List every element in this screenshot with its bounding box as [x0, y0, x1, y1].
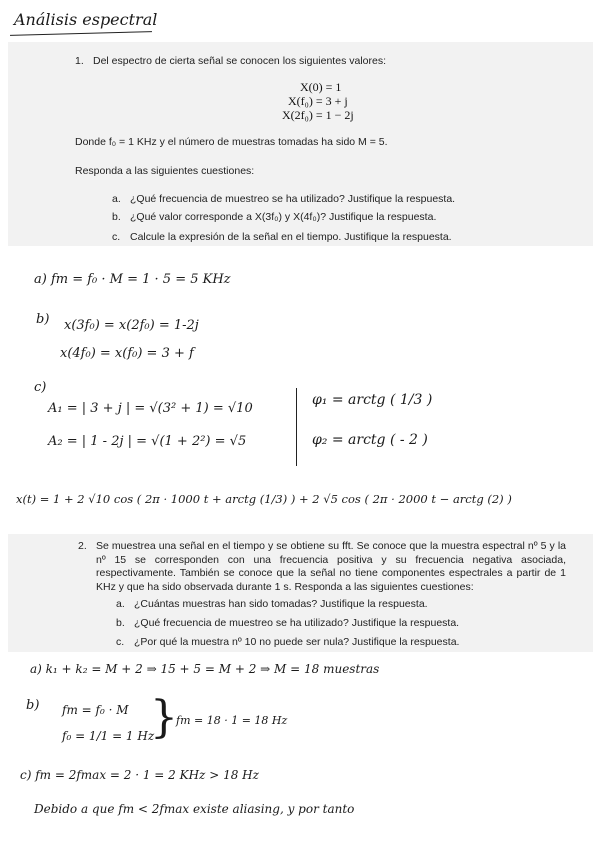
answer-1b-line1: x(3f₀) = x(2f₀) = 1-2j: [64, 318, 199, 333]
equation-x0: X(0) = 1: [300, 80, 342, 94]
answer-1b-line2: x(4f₀) = x(f₀) = 3 + f: [60, 346, 194, 361]
answer-1c-phi2: φ₂ = arctg ( - 2 ): [312, 432, 428, 448]
problem-2-number: 2.: [78, 540, 87, 552]
problem-1-prompt: Responda a las siguientes cuestiones:: [75, 165, 255, 177]
question-1c-text: Calcule la expresión de la señal en el tiempo. Justifique la respuesta.: [130, 231, 452, 243]
answer-2b-label: b): [26, 698, 40, 713]
problem-1-given: Donde f₀ = 1 KHz y el número de muestras tomadas ha sido M = 5.: [75, 136, 388, 148]
answer-1c-line2: A₂ = | 1 - 2j | = √(1 + 2²) = √5: [48, 434, 247, 449]
problem-1-intro: Del espectro de cierta señal se conocen los siguientes valores:: [93, 55, 386, 67]
answer-2c-note: Debido a que fm < 2fmax existe aliasing, y por tanto: [34, 802, 355, 816]
page-title: Análisis espectral: [14, 10, 158, 29]
answer-1c-phi1: φ₁ = arctg ( 1/3 ): [312, 392, 433, 408]
equation-xf0: X(f₀) = 3 + j: [288, 94, 348, 108]
question-2a-text: ¿Cuántas muestras han sido tomadas? Justifique la respuesta.: [134, 598, 428, 610]
answer-1c-signal: x(t) = 1 + 2 √10 cos ( 2π · 1000 t + arctg (1/3) ) + 2 √5 cos ( 2π · 2000 t − arctg (2) ): [16, 492, 512, 506]
answer-2b-line1: fm = f₀ · M: [62, 703, 129, 717]
question-2b-letter: b.: [116, 617, 125, 629]
answer-2b-result: fm = 18 · 1 = 18 Hz: [176, 714, 288, 727]
question-1a-text: ¿Qué frecuencia de muestreo se ha utilizado? Justifique la respuesta.: [130, 193, 456, 205]
answer-1c-label: c): [34, 380, 47, 395]
question-2c-letter: c.: [116, 636, 125, 648]
answer-1b-label: b): [36, 312, 50, 327]
question-2a-letter: a.: [116, 598, 125, 610]
question-1c-letter: c.: [112, 231, 121, 243]
question-2c-text: ¿Por qué la muestra nº 10 no puede ser nula? Justifique la respuesta.: [134, 636, 460, 648]
answer-2b-line2: f₀ = 1/1 = 1 Hz: [62, 729, 155, 743]
answer-2b-brace: }: [150, 692, 178, 743]
answer-2c: c) fm = 2fmax = 2 · 1 = 2 KHz > 18 Hz: [20, 768, 259, 782]
question-1b-text: ¿Qué valor corresponde a X(3f₀) y X(4f₀)? Justifique la respuesta.: [130, 211, 437, 223]
title-underline: [10, 31, 152, 36]
answer-1c-line1: A₁ = | 3 + j | = √(3² + 1) = √10: [48, 401, 253, 416]
answer-1a: a) fm = f₀ · M = 1 · 5 = 5 KHz: [34, 272, 231, 287]
problem-1-number: 1.: [75, 55, 84, 67]
answer-2a: a) k₁ + k₂ = M + 2 ⇒ 15 + 5 = M + 2 ⇒ M = 18 muestras: [30, 662, 380, 676]
problem-2-intro: Se muestrea una señal en el tiempo y se obtiene su fft. Se conoce que la muestra espectral nº 5 y la nº 15 se corresponden con una frecuencia positiva y su frecuencia negativa asociada, respectivamente. También se conoce que la señal no tiene componentes espectrales a partir de 1 KHz y que ha sido observada durante 1 s. Responda a las siguientes cuestiones:: [96, 540, 566, 593]
question-1b-letter: b.: [112, 211, 121, 223]
question-2b-text: ¿Qué frecuencia de muestreo se ha utilizado? Justifique la respuesta.: [134, 617, 460, 629]
question-1a-letter: a.: [112, 193, 121, 205]
equation-x2f0: X(2f₀) = 1 − 2j: [282, 108, 354, 122]
answer-1c-separator: [296, 388, 297, 466]
